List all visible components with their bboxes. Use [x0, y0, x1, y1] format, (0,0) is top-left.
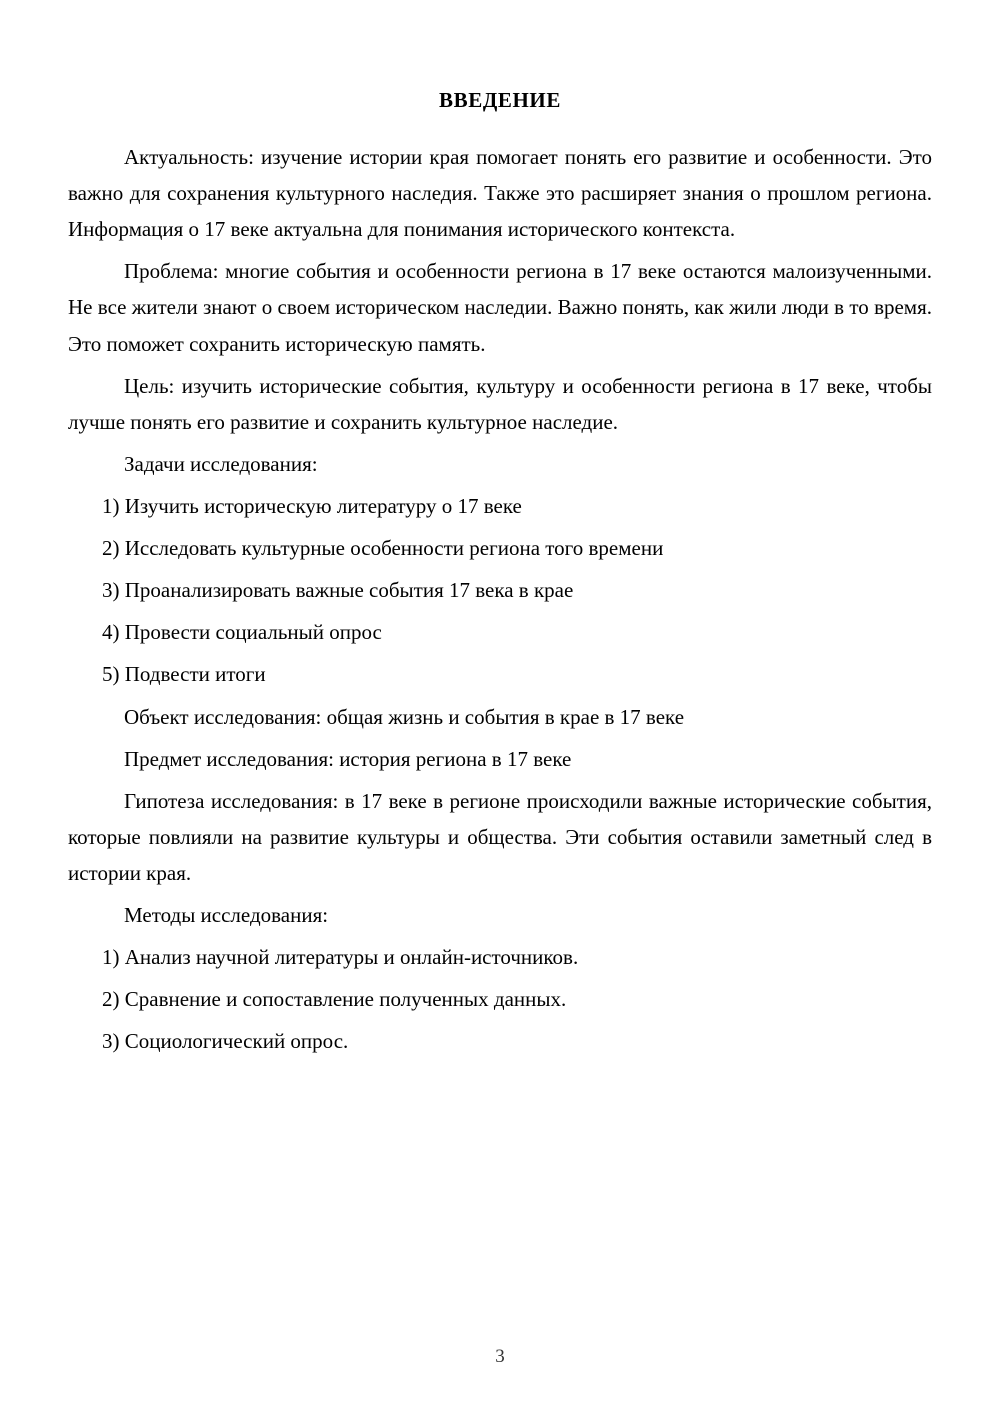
list-item: 4) Провести социальный опрос — [102, 620, 382, 645]
list-item: 2) Исследовать культурные особенности региона того времени — [102, 536, 664, 561]
paragraph-goal: Цель: изучить исторические события, культуру и особенности региона в 17 веке, чтобы лучше понять его развитие и сохранить культурное наследие. — [68, 373, 932, 434]
list-item: 3) Проанализировать важные события 17 века в крае — [102, 578, 574, 603]
paragraph-relevance: Актуальность: изучение истории края помогает понять его развитие и особенности. Это важно для сохранения культурного наследия. Также это расширяет знания о прошлом региона. Информация о 17 веке актуальна для понимания исторического контекста. — [68, 145, 932, 242]
page-title: ВВЕДЕНИЕ — [439, 88, 561, 112]
list-item: 1) Анализ научной литературы и онлайн-источников. — [102, 945, 579, 970]
list-item: 2) Сравнение и сопоставление полученных данных. — [102, 987, 567, 1012]
paragraph-object: Объект исследования: общая жизнь и события в крае в 17 веке — [124, 704, 685, 729]
list-item: 3) Социологический опрос. — [102, 1029, 349, 1054]
methods-heading: Методы исследования: — [124, 903, 329, 928]
paragraph-subject: Предмет исследования: история региона в 17 веке — [124, 746, 572, 771]
list-item: 1) Изучить историческую литературу о 17 веке — [102, 493, 522, 518]
page-number: 3 — [495, 1346, 505, 1367]
paragraph-problem: Проблема: многие события и особенности региона в 17 веке остаются малоизученными. Не все жители знают о своем историческом наследии. Важно понять, как жили люди в то время. Это поможет сохранить историческую память. — [68, 259, 932, 356]
tasks-heading: Задачи исследования: — [124, 451, 318, 476]
paragraph-hypothesis: Гипотеза исследования: в 17 веке в регионе происходили важные исторические события, которые повлияли на развитие культуры и общества. Эти события оставили заметный след в истории края. — [68, 788, 932, 885]
list-item: 5) Подвести итоги — [102, 662, 266, 687]
